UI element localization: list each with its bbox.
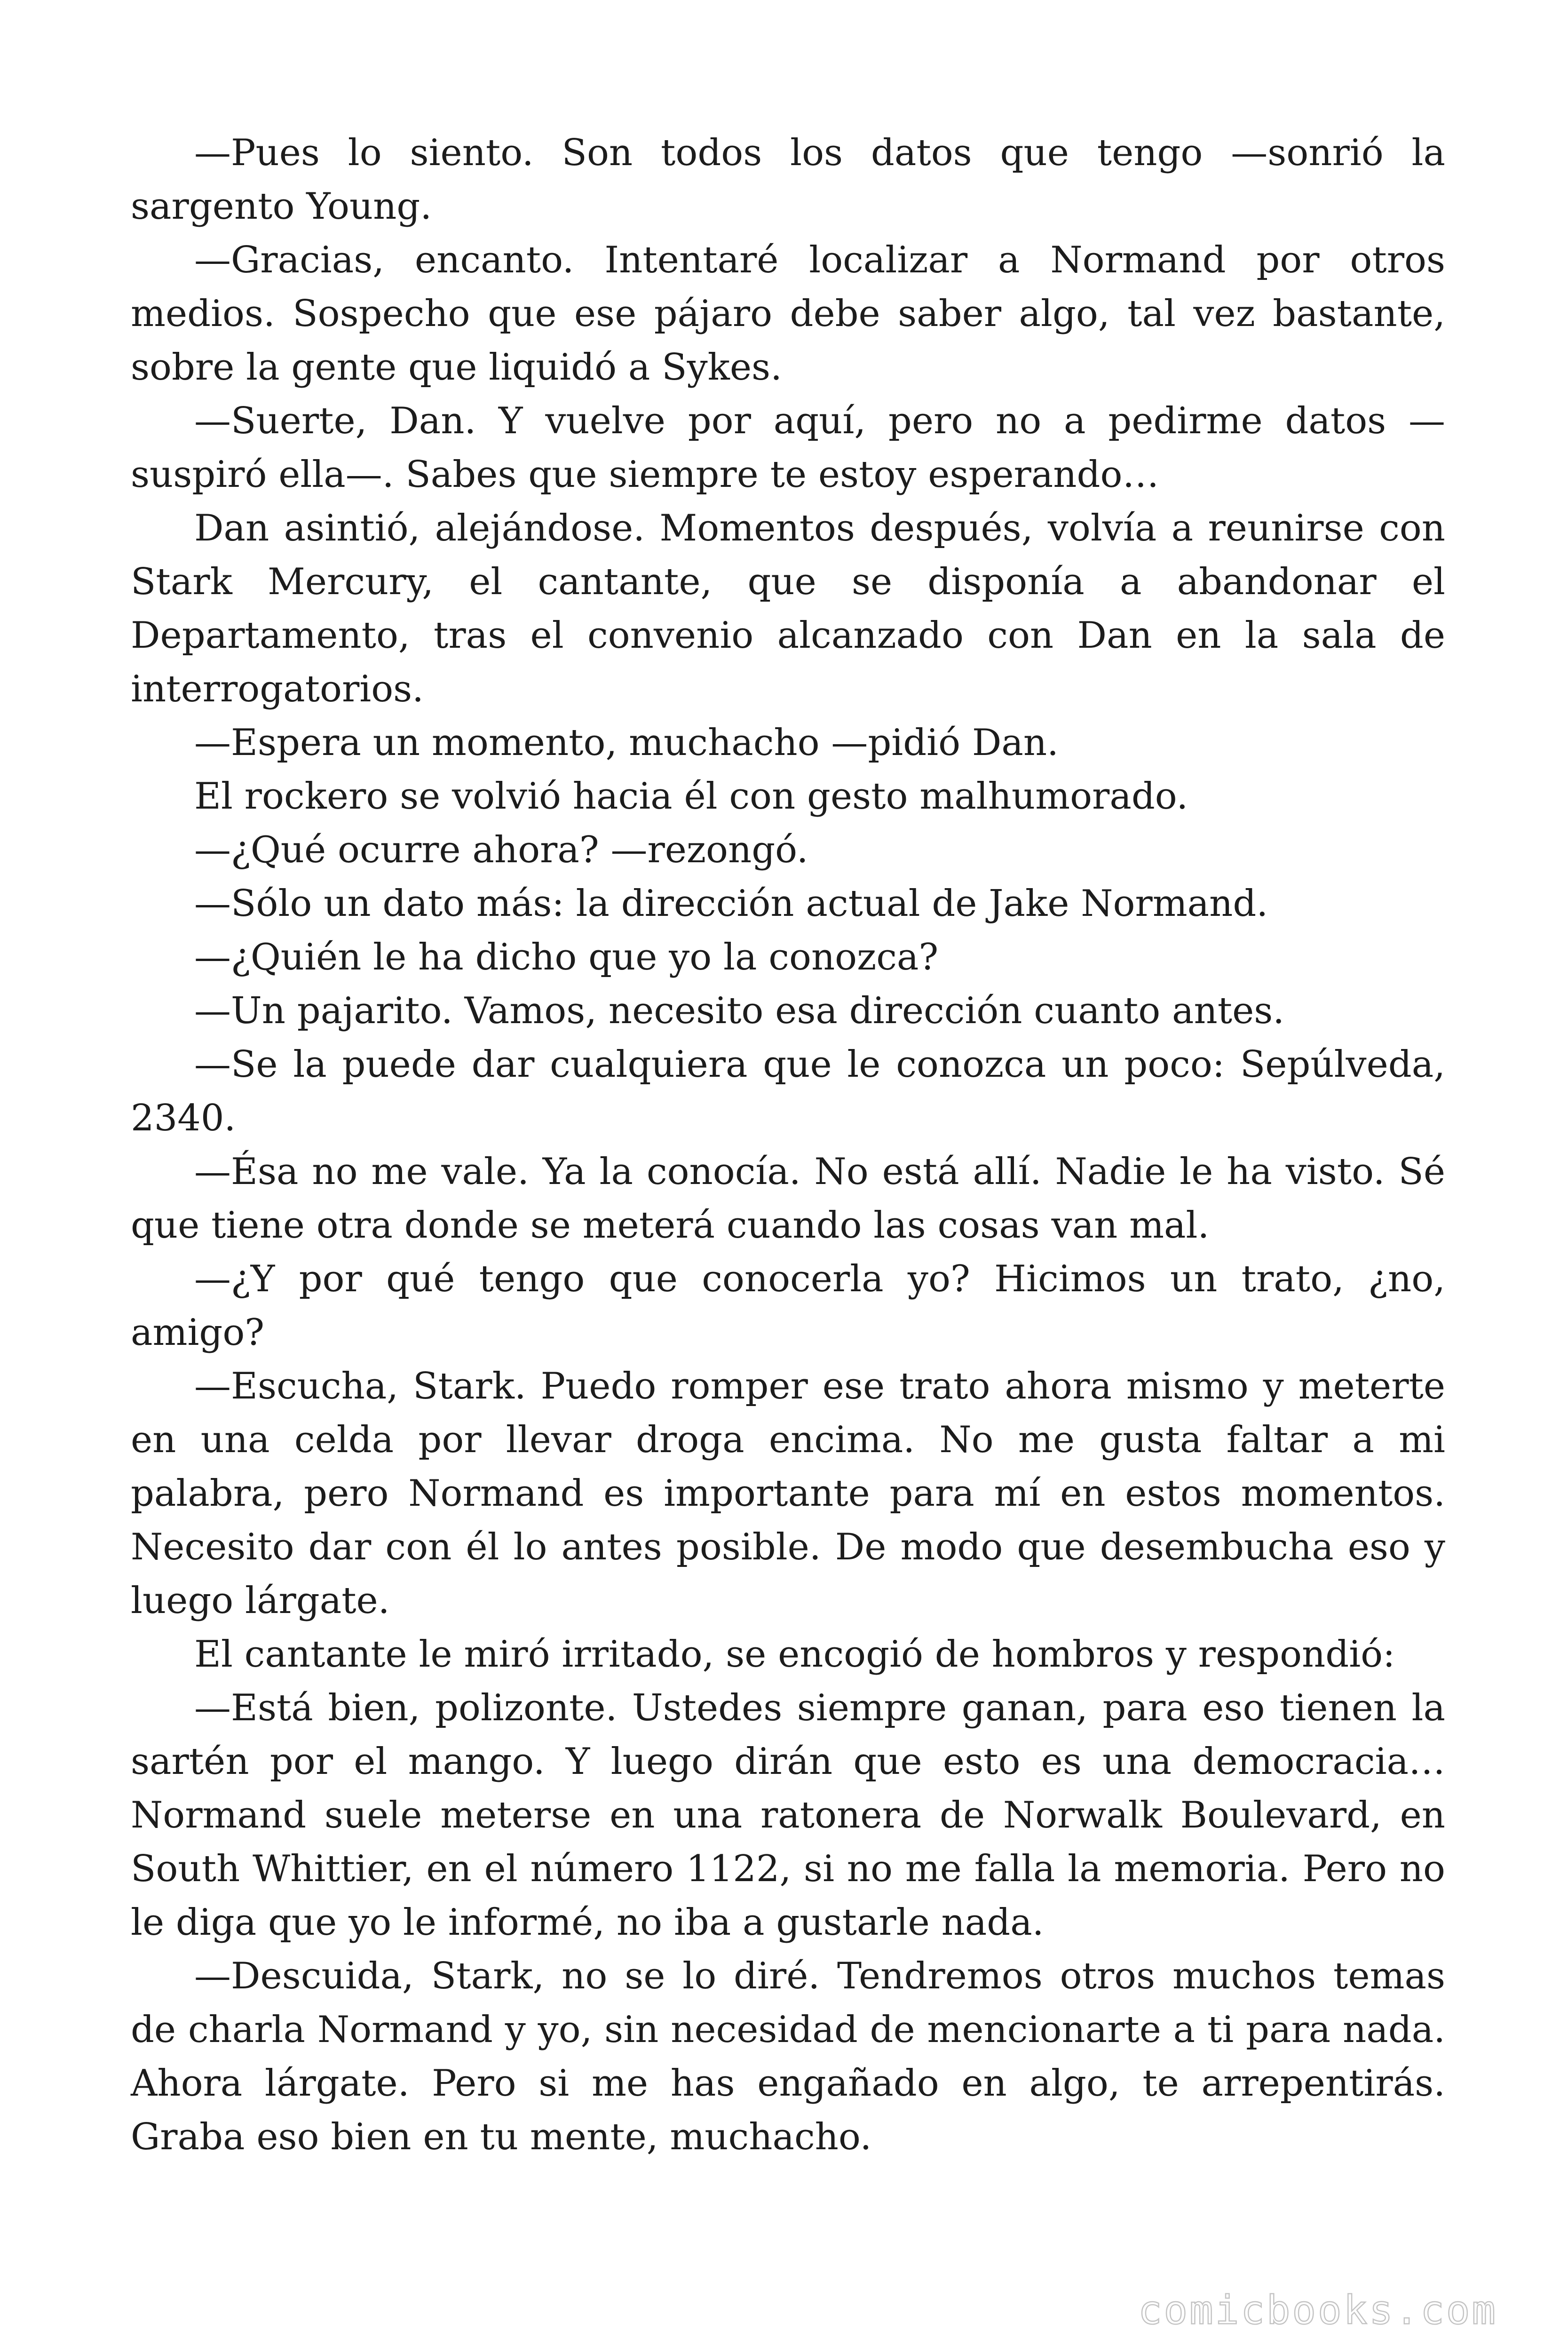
body-text: [131, 126, 1445, 2164]
paragraph-15: El cantante le miró irritado, se encogió de hombros y respondió:: [194, 1633, 1395, 1676]
paragraph-4: Dan asintió, alejándose. Momentos después, volvía a reunirse con Stark Mercury, el cantante, que se disponía a abandonar el Departamento, tras el convenio alcanzado con Dan en la sala de interrogatorios.: [131, 507, 1445, 710]
paragraph-7: —¿Qué ocurre ahora? —rezongó.: [194, 829, 808, 871]
paragraph-12: —Ésa no me vale. Ya la conocía. No está allí. Nadie le ha visto. Sé que tiene otra donde se meterá cuando las cosas van mal.: [131, 1151, 1445, 1247]
paragraph-3: —Suerte, Dan. Y vuelve por aquí, pero no a pedirme datos —suspiró ella—. Sabes que siempre te estoy esperando…: [131, 400, 1445, 496]
paragraph-2: —Gracias, encanto. Intentaré localizar a Normand por otros medios. Sospecho que ese pájaro debe saber algo, tal vez bastante, sobre la gente que liquidó a Sykes.: [131, 239, 1445, 389]
paragraph-13: —¿Y por qué tengo que conocerla yo? Hicimos un trato, ¿no, amigo?: [131, 1258, 1445, 1354]
paragraph-9: —¿Quién le ha dicho que yo la conozca?: [194, 936, 939, 978]
paragraph-6: El rockero se volvió hacia él con gesto malhumorado.: [194, 775, 1188, 818]
paragraph-14: —Escucha, Stark. Puedo romper ese trato ahora mismo y meterte en una celda por llevar droga encima. No me gusta faltar a mi palabra, pero Normand es importante para mí en estos momentos. Necesito dar con él lo antes posible. De modo que desembucha eso y luego lárgate.: [131, 1365, 1445, 1622]
paragraph-1: —Pues lo siento. Son todos los datos que tengo —sonrió la sargento Young.: [131, 132, 1445, 228]
paragraph-17: —Descuida, Stark, no se lo diré. Tendremos otros muchos temas de charla Normand y yo, sin necesidad de mencionarte a ti para nada. Ahora lárgate. Pero si me has engañado en algo, te arrepentirás. Graba eso bien en tu mente, muchacho.: [131, 1955, 1445, 2158]
paragraph-8: —Sólo un dato más: la dirección actual de Jake Normand.: [194, 882, 1268, 925]
paragraph-5: —Espera un momento, muchacho —pidió Dan.: [194, 722, 1059, 764]
paragraph-16: —Está bien, polizonte. Ustedes siempre ganan, para eso tienen la sartén por el mango. Y luego dirán que esto es una democracia… Normand suele meterse en una ratonera de Norwalk Boulevard, en South Whittier, en el número 1122, si no me falla la memoria. Pero no le diga que yo le informé, no iba a gustarle nada.: [131, 1687, 1445, 1944]
watermark: comicbooks.com: [1138, 2287, 1497, 2333]
paragraph-10: —Un pajarito. Vamos, necesito esa dirección cuanto antes.: [194, 990, 1285, 1032]
paragraph-11: —Se la puede dar cualquiera que le conozca un poco: Sepúlveda, 2340.: [131, 1043, 1445, 1139]
